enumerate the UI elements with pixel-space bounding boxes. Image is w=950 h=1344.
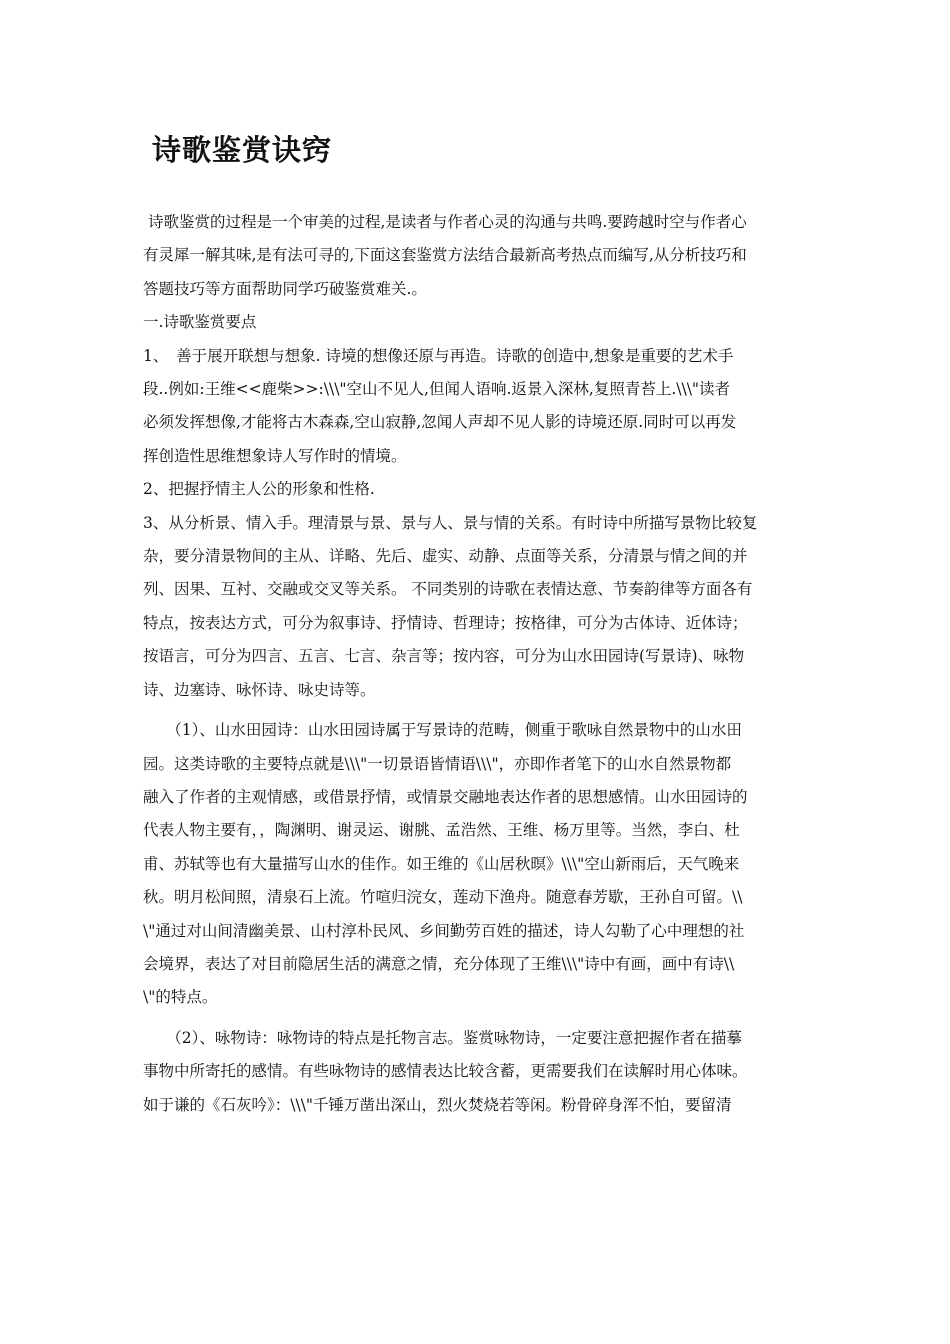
paragraph-spacer xyxy=(143,1015,813,1022)
document-body xyxy=(143,206,813,1122)
text-line: 答题技巧等方面帮助同学巧破鉴赏难关.。 xyxy=(143,279,427,298)
text-line: 如于谦的《石灰吟》：\\\"千锤万凿出深山，烈火焚烧若等闲。粉骨碎身浑不怕，要留清 xyxy=(143,1095,732,1114)
paragraph-intro xyxy=(143,206,813,306)
text-line: 1、 善于展开联想与想象. 诗境的想像还原与再造。诗歌的创造中,想象是重要的艺术手 xyxy=(143,346,734,365)
text-line: 甫、苏轼等也有大量描写山水的佳作。如王维的《山居秋暝》\\\"空山新雨后，天气晚来 xyxy=(143,854,740,873)
paragraph-landscape-poetry xyxy=(143,714,813,1015)
text-line: 园。这类诗歌的主要特点就是\\\"一切景语皆情语\\\"，亦即作者笔下的山水自然景物都 xyxy=(143,754,732,773)
text-line: 2、把握抒情主人公的形象和性格. xyxy=(143,480,375,499)
text-line: 事物中所寄托的感情。有些咏物诗的感情表达比较含蓄，更需要我们在读解时用心体味。 xyxy=(143,1062,748,1081)
paragraph-point-3 xyxy=(143,507,813,707)
text-line: 秋。明月松间照，清泉石上流。竹喧归浣女，莲动下渔舟。随意春芳歇，王孙自可留。\\ xyxy=(143,888,743,907)
text-line: 按语言，可分为四言、五言、七言、杂言等；按内容，可分为山水田园诗(写景诗)、咏物 xyxy=(143,647,745,666)
paragraph-spacer xyxy=(143,707,813,714)
paragraph-point-2 xyxy=(143,473,813,506)
text-line: 3、从分析景、情入手。理清景与景、景与人、景与情的关系。有时诗中所描写景物比较复 xyxy=(143,513,758,532)
text-line: 列、因果、互衬、交融或交叉等关系。 不同类别的诗歌在表情达意、节奏韵律等方面各有 xyxy=(143,580,753,599)
text-line: 诗、边塞诗、咏怀诗、咏史诗等。 xyxy=(143,680,376,699)
text-line: 段..例如:王维<<鹿柴>>:\\\"空山不见人,但闻人语响.返景入深林,复照青苔上.\\\"读者 xyxy=(143,380,731,399)
text-line: （2）、咏物诗：咏物诗的特点是托物言志。鉴赏咏物诗，一定要注意把握作者在描摹 xyxy=(143,1028,742,1047)
text-line: \"的特点。 xyxy=(143,988,218,1007)
text-line: 杂，要分清景物间的主从、详略、先后、虚实、动静、点面等关系，分清景与情之间的并 xyxy=(143,547,748,566)
text-line: 会境界，表达了对目前隐居生活的满意之情，充分体现了王维\\\"诗中有画，画中有诗\\ xyxy=(143,954,735,973)
document-title: 诗歌鉴赏诀窍 xyxy=(152,133,333,167)
text-line: 有灵犀一解其味,是有法可寻的,下面这套鉴赏方法结合最新高考热点而编写,从分析技巧和 xyxy=(143,246,747,265)
text-line: 诗歌鉴赏的过程是一个审美的过程,是读者与作者心灵的沟通与共鸣.要跨越时空与作者心 xyxy=(143,213,747,231)
text-line: 代表人物主要有，，陶渊明、谢灵运、谢朓、孟浩然、王维、杨万里等。当然，李白、杜 xyxy=(143,821,740,840)
text-line: 挥创造性思维想象诗人写作时的情境。 xyxy=(143,446,407,465)
text-line: （1）、山水田园诗：山水田园诗属于写景诗的范畴，侧重于歌咏自然景物中的山水田 xyxy=(143,721,742,740)
section-heading xyxy=(143,306,813,339)
paragraph-object-poetry xyxy=(143,1022,813,1122)
text-line: \"通过对山间清幽美景、山村淳朴民风、乡间勤劳百姓的描述，诗人勾勒了心中理想的社 xyxy=(143,921,745,940)
text-line: 必须发挥想像,才能将古木森森,空山寂静,忽闻人声却不见人影的诗境还原.同时可以再发 xyxy=(143,413,737,432)
text-line: 特点，按表达方式，可分为叙事诗、抒情诗、哲理诗；按格律，可分为古体诗、近体诗； xyxy=(143,613,748,632)
text-line: 一.诗歌鉴赏要点 xyxy=(143,313,257,332)
text-line: 融入了作者的主观情感，或借景抒情，或情景交融地表达作者的思想感情。山水田园诗的 xyxy=(143,787,748,806)
paragraph-point-1 xyxy=(143,340,813,474)
